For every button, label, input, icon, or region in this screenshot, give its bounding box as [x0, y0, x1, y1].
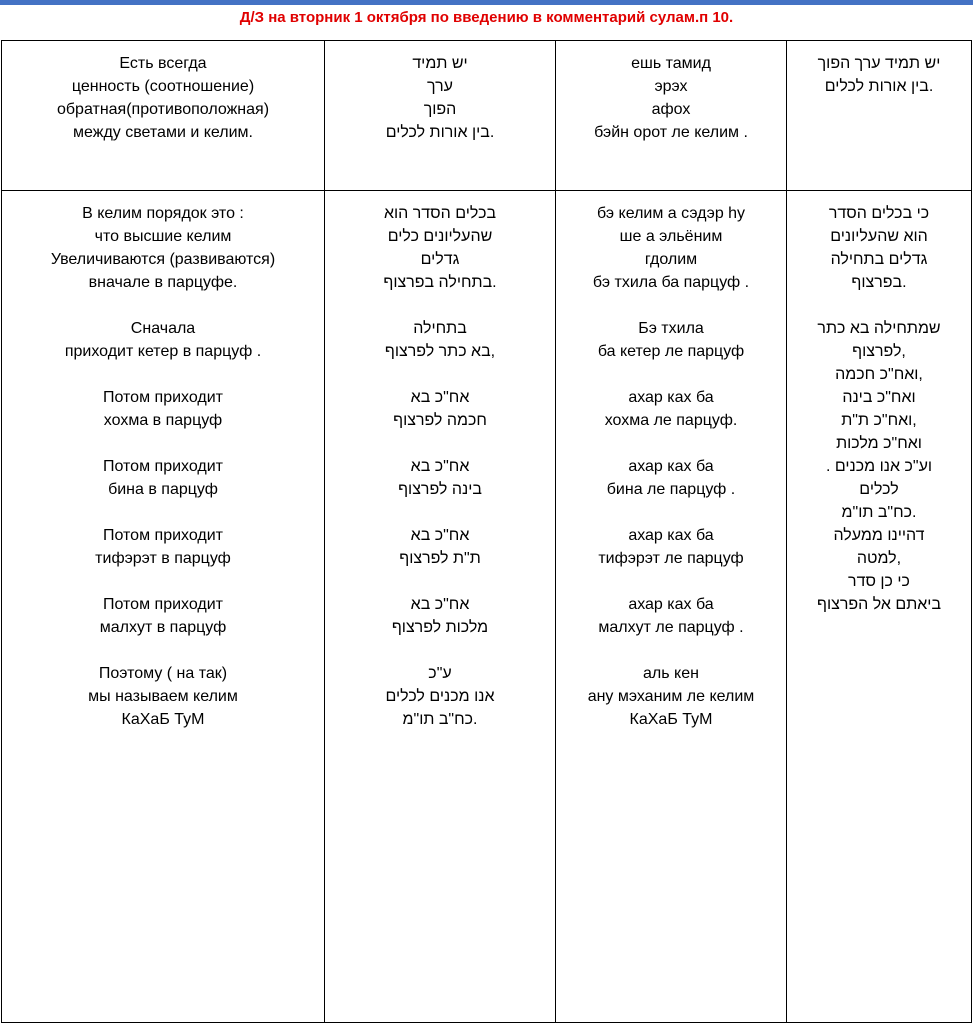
top-accent-bar [0, 0, 973, 5]
text-line: ואח"כ מלכות [836, 435, 922, 452]
text-line: שמתחילה בא כתר [817, 320, 941, 337]
text-line: בתחילה [413, 320, 467, 337]
text-line: бина ле парцуф . [606, 481, 736, 498]
text-line: כי בכלים הסדר [828, 205, 930, 222]
text-line: Потом приходит [102, 596, 223, 613]
text-line: Потом приходит [102, 458, 223, 475]
text-line: .בין אורות לכלים [385, 124, 495, 141]
text-line: мы называем келим [88, 688, 238, 705]
text-line: КаХаБ ТуМ [629, 711, 713, 728]
text-line: .בתחילה בפרצוף [383, 274, 497, 291]
text-line: Бэ тхила [638, 320, 704, 337]
text-line: гдолим [644, 251, 698, 268]
text-line: аль кен [643, 665, 699, 682]
text-line: ценность (соотношение) [71, 78, 255, 95]
text-line: בינה לפרצוף [398, 481, 482, 498]
text-line: הוא שהעליונים [830, 228, 928, 245]
text-line: יש תמיד [412, 55, 468, 72]
text-line: ахар ках ба [628, 596, 714, 613]
translation-table [1, 40, 972, 1023]
text-line: ,בא כתר לפרצוף [384, 343, 496, 360]
text-line: Увеличиваются (развиваются) [50, 251, 276, 268]
text-line: ахар ках ба [628, 527, 714, 544]
text-line: вначале в парцуфе. [88, 274, 238, 291]
text-line: малхут в парцуф [99, 619, 227, 636]
text-line: בכלים הסדר הוא [383, 205, 497, 222]
text-line: .כח"ב תו"מ [841, 504, 917, 521]
text-line: ,לפרצוף [852, 343, 906, 360]
row1-translit-cell [556, 41, 787, 191]
text-line: הפוך [423, 101, 457, 118]
text-line: ביאתם אל הפרצוף [816, 596, 942, 613]
row1-original-cell [787, 41, 972, 191]
row2-hebrew-cell [325, 191, 556, 1023]
text-line: бэ келим а сэдэр hу [596, 205, 746, 222]
row1-hebrew-cell [325, 41, 556, 191]
text-line: В келим порядок это : [82, 205, 244, 222]
text-line: ,ואח"כ ת"ת [841, 412, 917, 429]
text-line: ба кетер ле парцуф [597, 343, 745, 360]
text-line: Потом приходит [102, 389, 223, 406]
text-line: .בפרצוף [851, 274, 907, 291]
text-line: КаХаБ ТуМ [121, 711, 205, 728]
text-line: Есть всегда [119, 55, 207, 72]
text-line: приходит кетер в парцуф . [64, 343, 262, 360]
text-line: Поэтому ( на так) [98, 665, 228, 682]
text-line: שהעליונים כלים [387, 228, 493, 245]
text-line: Сначала [130, 320, 196, 337]
table-row [2, 41, 972, 191]
text-line: ,למטה [856, 550, 902, 567]
row2-original-cell [787, 191, 972, 1023]
text-line: .כח"ב תו"מ [402, 711, 478, 728]
text-line: что высшие келим [94, 228, 232, 245]
table-row [2, 191, 972, 1023]
text-line: אח"כ בא [410, 389, 470, 406]
text-line: דהיינו ממעלה [833, 527, 925, 544]
text-line: бина в парцуф [108, 481, 218, 498]
text-line: хохма ле парцуф. [604, 412, 738, 429]
text-line: ערך [427, 78, 453, 95]
text-line: ахар ках ба [628, 458, 714, 475]
text-line: ше а эльёним [619, 228, 723, 245]
text-line: ת"ת לפרצוף [399, 550, 481, 567]
text-line: хохма в парцуф [103, 412, 223, 429]
text-line: .בין אורות לכלים [824, 78, 934, 95]
text-line: обратная(противоположная) [56, 101, 270, 118]
text-line: ахар ках ба [628, 389, 714, 406]
text-line: афох [651, 101, 691, 118]
text-line: וע"כ אנו מכנים . [825, 458, 933, 475]
text-line: אח"כ בא [410, 527, 470, 544]
text-line: כי כן סדר [848, 573, 910, 590]
row1-russian-cell [2, 41, 325, 191]
text-line: ואח"כ בינה [842, 389, 916, 406]
text-line: Потом приходит [102, 527, 223, 544]
text-line: малхут ле парцуф . [598, 619, 744, 636]
text-line: לכלים [859, 481, 899, 498]
text-line: тифэрэт в парцуф [95, 550, 231, 567]
text-line: ,ואח"כ חכמה [835, 366, 923, 383]
text-line: מלכות לפרצוף [391, 619, 489, 636]
page-title: Д/З на вторник 1 октября по введению в комментарий сулам.п 10. [239, 9, 734, 26]
text-line: бэйн орот ле келим . [594, 124, 748, 141]
text-line: тифэрэт ле парцуф [598, 550, 744, 567]
text-line: бэ тхила ба парцуф . [592, 274, 750, 291]
text-line: эрэх [654, 78, 688, 95]
text-line: ану мэханим ле келим [587, 688, 755, 705]
text-line: חכמה לפרצוף [393, 412, 487, 429]
row2-translit-cell [556, 191, 787, 1023]
text-line: между светами и келим. [73, 124, 253, 141]
text-line: אח"כ בא [410, 458, 470, 475]
text-line: גדלים [420, 251, 460, 268]
text-line: גדלים בתחילה [830, 251, 928, 268]
text-line: אנו מכנים לכלים [385, 688, 495, 705]
text-line: ע"כ [428, 665, 452, 682]
text-line: יש תמיד ערך הפוך [817, 55, 941, 72]
row2-russian-cell [2, 191, 325, 1023]
text-line: ешь тамид [631, 55, 711, 72]
text-line: אח"כ בא [410, 596, 470, 613]
